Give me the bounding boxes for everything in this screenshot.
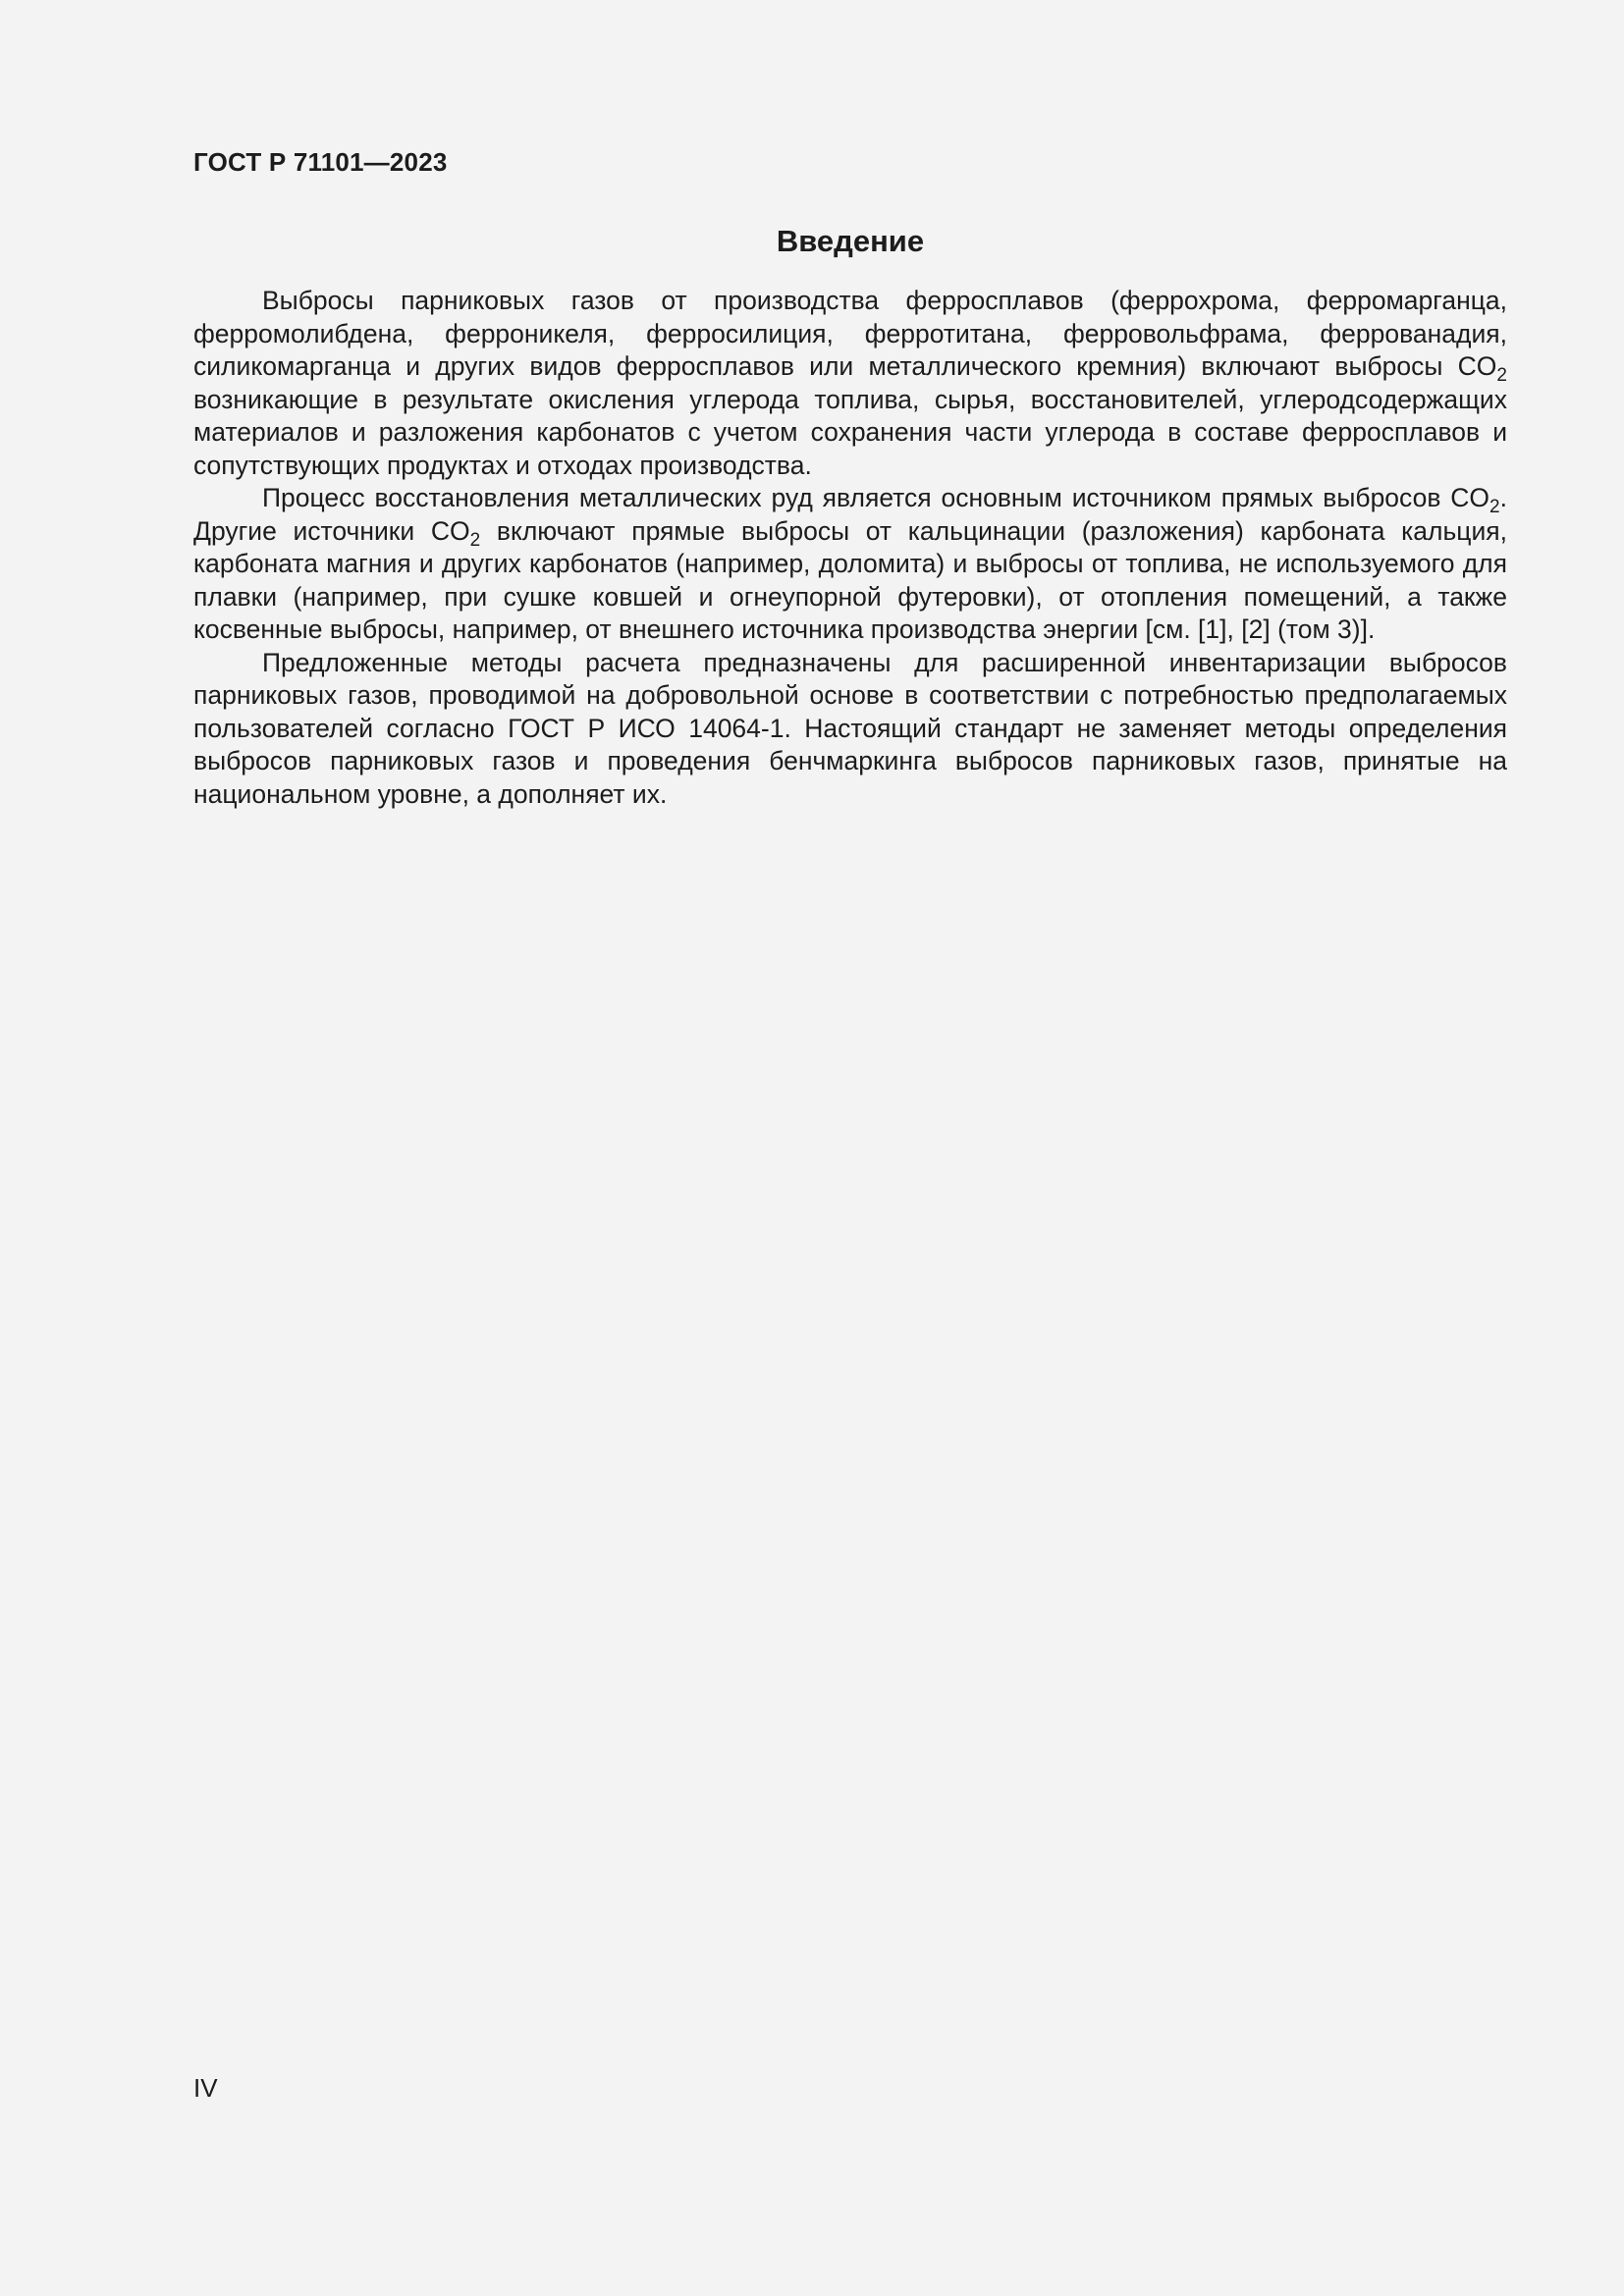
paragraph-3: Предложенные методы расчета предназначены для расширенной инвентаризации выбросов парниковых газов, проводимой на добровольной основе в соответствии с потребностью предполагаемых пользователей согласно ГОСТ Р ИСО 14064-1. Настоящий стандарт не заменяет методы определения выбросов парниковых газов и проведения бенчмаркинга выбросов парниковых газов, принятые на национальном уровне, а дополняет их.	[193, 647, 1507, 809]
page-number: IV	[193, 2073, 218, 2103]
subscript: 2	[1489, 497, 1500, 517]
paragraph-1: Выбросы парниковых газов от производства ферросплавов (феррохрома, ферромарганца, ферромолибдена, ферроникеля, ферросилиция, ферротитана, ферровольфрама, феррованадия, силикомарганца и других видов ферросплавов или металлического кремния) включают выбросы $CO_2$ возникающие в результате окисления углерода топлива, сырья, восстановителей, углеродсодержащих материалов и разложения карбонатов с учетом сохранения части углерода в составе ферросплавов и сопутствующих продуктах и отходах производства.	[193, 286, 1507, 480]
document-code-header: ГОСТ Р 71101—2023	[193, 147, 448, 177]
paragraph-2: Процесс восстановления металлических руд является основным источником прямых выбросов $CO_2$. Другие источники $CO_2$ включают прямые выбросы от кальцинации (разложения) карбоната кальция, карбоната магния и других карбонатов (например, доломита) и выбросы от топлива, не используемого для плавки (например, при сушке ковшей и огнеупорной футеровки), от отопления помещений, а также косвенные выбросы, например, от внешнего источника производства энергии [см. [1], [2] (том 3)].	[193, 483, 1507, 644]
subscript: 2	[469, 529, 481, 551]
body-text	[193, 285, 1507, 811]
section-title: Введение	[776, 224, 925, 258]
subscript: 2	[1496, 365, 1507, 386]
